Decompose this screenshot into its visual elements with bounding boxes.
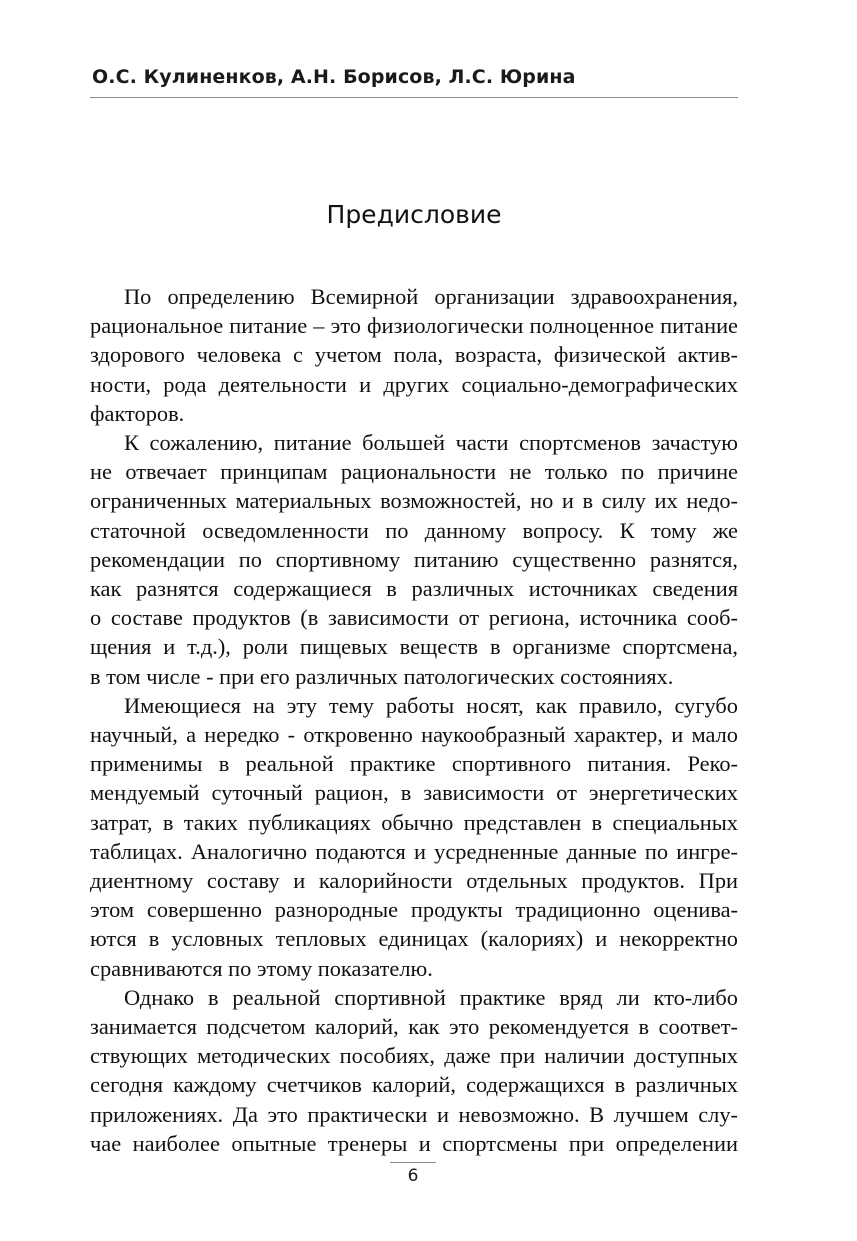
paragraph <box>90 983 738 1158</box>
text-line: диентному составу и калорийности отдельных продуктов. При <box>90 868 738 894</box>
text-line: здорового человека с учетом пола, возраста, физической актив- <box>90 342 738 368</box>
running-header-authors: О.С. Кулиненков, А.Н. Борисов, Л.С. Юрина <box>92 66 576 88</box>
text-line: ствующих методических пособиях, даже при наличии доступных <box>90 1043 738 1069</box>
text-line: рекомендации по спортивному питанию существенно разнятся, <box>90 546 738 572</box>
text-line: этом совершенно разнородные продукты традиционно оценива- <box>90 897 738 923</box>
text-line: мендуемый суточный рацион, в зависимости от энергетических <box>90 780 738 806</box>
text-line: щения и т.д.), роли пищевых веществ в организме спортсмена, <box>90 634 738 660</box>
text-line: чае наиболее опытные тренеры и спортсмены при определении <box>90 1130 738 1156</box>
text-line: рациональное питание – это физиологически полноценное питание <box>90 313 738 339</box>
text-line: не отвечает принципам рациональности не только по причине <box>90 459 738 485</box>
text-line: таблицах. Аналогично подаются и усредненные данные по ингре- <box>90 838 738 864</box>
text-line: статочной осведомленности по данному вопросу. К тому же <box>90 517 738 543</box>
text-line: факторов. <box>90 400 185 426</box>
paragraph <box>90 282 738 428</box>
text-line: занимается подсчетом калорий, как это рекомендуется в соответ- <box>90 1014 738 1040</box>
footer-divider <box>390 1162 436 1163</box>
text-line: сравниваются по этому показателю. <box>90 955 433 981</box>
text-line: научный, а нередко - откровенно наукообразный характер, и мало <box>90 722 738 748</box>
header-divider <box>90 97 738 98</box>
paragraph <box>90 691 738 983</box>
page-number: 6 <box>407 1166 419 1186</box>
text-line: приложениях. Да это практически и невозможно. В лучшем слу- <box>90 1101 738 1127</box>
body-text <box>90 282 738 1158</box>
text-line: применимы в реальной практике спортивного питания. Реко- <box>90 751 738 777</box>
text-line: К сожалению, питание большей части спортсменов зачастую <box>124 430 738 456</box>
text-line: Однако в реальной спортивной практике вряд ли кто-либо <box>124 984 738 1010</box>
text-line: как разнятся содержащиеся в различных источниках сведения <box>90 576 738 602</box>
text-line: ются в условных тепловых единицах (калориях) и некорректно <box>90 926 738 952</box>
chapter-title: Предисловие <box>326 200 502 229</box>
text-line: Имеющиеся на эту тему работы носят, как правило, сугубо <box>124 692 738 718</box>
text-line: ности, рода деятельности и других социально-демографических <box>90 371 738 397</box>
text-line: По определению Всемирной организации здравоохранения, <box>124 284 738 309</box>
paragraph <box>90 428 738 691</box>
text-line: о составе продуктов (в зависимости от региона, источника сооб- <box>90 605 738 631</box>
text-line: затрат, в таких публикациях обычно представлен в специальных <box>90 809 738 835</box>
text-line: сегодня каждому счетчиков калорий, содержащихся в различных <box>90 1072 738 1098</box>
text-line: в том числе - при его различных патологических состояниях. <box>90 663 674 689</box>
text-line: ограниченных материальных возможностей, но и в силу их недо- <box>90 488 738 514</box>
